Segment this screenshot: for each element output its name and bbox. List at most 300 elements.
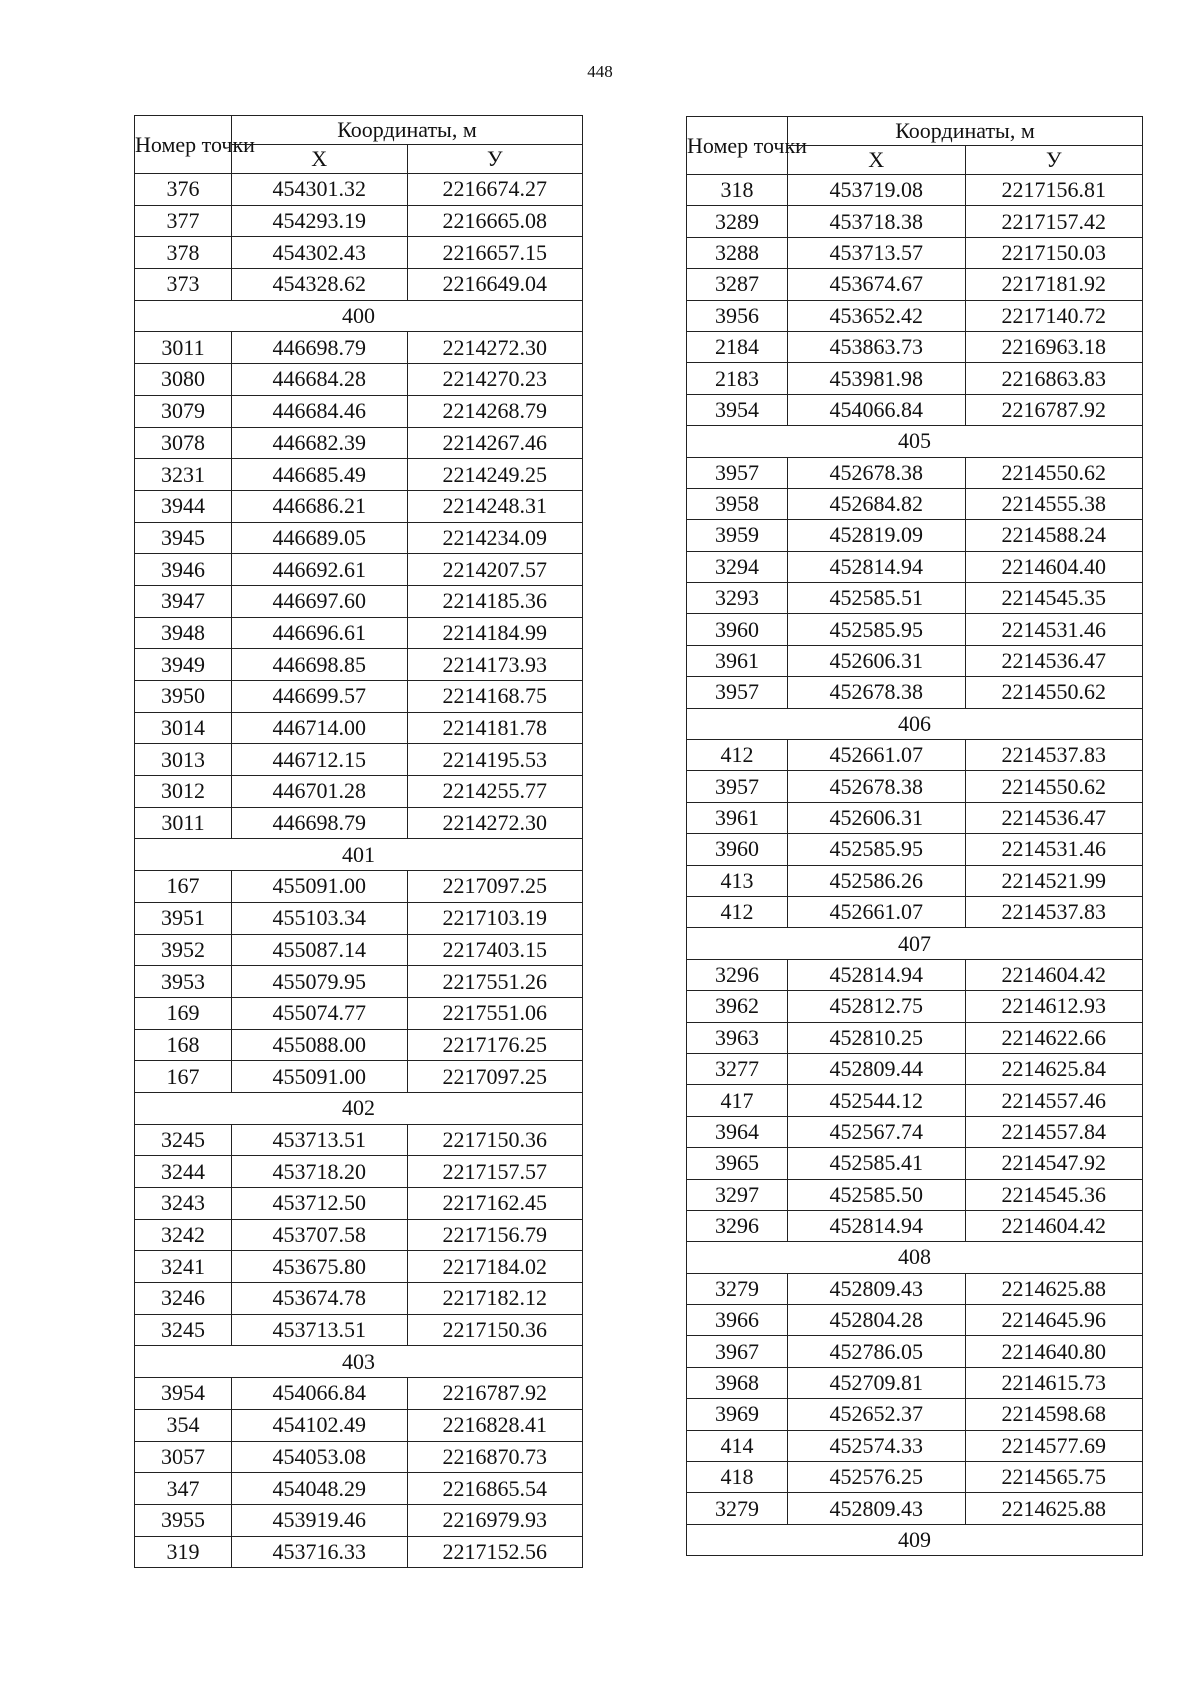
- x-coordinate-cell: 452814.94: [788, 959, 966, 990]
- point-number-cell: 3966: [687, 1305, 788, 1336]
- point-number-cell: 3957: [687, 677, 788, 708]
- point-number-cell: 3013: [135, 744, 232, 776]
- point-number-cell: 3080: [135, 364, 232, 396]
- x-coordinate-cell: 452576.25: [788, 1462, 966, 1493]
- point-number-cell: 3246: [135, 1283, 232, 1315]
- table-row: [135, 807, 583, 839]
- y-coordinate-cell: 2217156.81: [965, 175, 1143, 206]
- point-number-header: Номер точки: [687, 117, 788, 175]
- point-number-cell: 3969: [687, 1399, 788, 1430]
- point-number-cell: 2183: [687, 363, 788, 394]
- x-coordinate-cell: 452809.43: [788, 1493, 966, 1524]
- x-coordinate-cell: 452809.44: [788, 1053, 966, 1084]
- y-coordinate-cell: 2217150.36: [407, 1124, 583, 1156]
- x-coordinate-cell: 452814.94: [788, 1210, 966, 1241]
- point-number-cell: 3279: [687, 1273, 788, 1304]
- point-number-cell: 3289: [687, 206, 788, 237]
- table-row: [135, 681, 583, 713]
- point-number-cell: 3231: [135, 459, 232, 491]
- x-coordinate-cell: 452684.82: [788, 488, 966, 519]
- x-coordinate-cell: 446684.28: [232, 364, 408, 396]
- table-row: [135, 554, 583, 586]
- point-number-cell: 167: [135, 871, 232, 903]
- x-coordinate-cell: 452586.26: [788, 865, 966, 896]
- x-coordinate-cell: 453674.78: [232, 1283, 408, 1315]
- table-row: [135, 585, 583, 617]
- y-coordinate-cell: 2214272.30: [407, 332, 583, 364]
- y-coordinate-cell: 2214612.93: [965, 991, 1143, 1022]
- x-coordinate-cell: 452812.75: [788, 991, 966, 1022]
- table-row: [135, 902, 583, 934]
- x-coordinate-cell: 446686.21: [232, 490, 408, 522]
- y-coordinate-cell: 2217182.12: [407, 1283, 583, 1315]
- y-coordinate-cell: 2214604.42: [965, 1210, 1143, 1241]
- y-coordinate-cell: 2216787.92: [407, 1378, 583, 1410]
- x-coordinate-cell: 454048.29: [232, 1473, 408, 1505]
- table-row: [687, 300, 1143, 331]
- table-row: [135, 1156, 583, 1188]
- point-number-cell: 354: [135, 1409, 232, 1441]
- table-row: [135, 649, 583, 681]
- table-row: [687, 1022, 1143, 1053]
- x-coordinate-cell: 452814.94: [788, 551, 966, 582]
- point-number-cell: 3279: [687, 1493, 788, 1524]
- x-header: Х: [788, 146, 966, 175]
- y-coordinate-cell: 2216963.18: [965, 331, 1143, 362]
- x-coordinate-cell: 452585.41: [788, 1148, 966, 1179]
- table-row: [135, 871, 583, 903]
- y-coordinate-cell: 2214521.99: [965, 865, 1143, 896]
- y-coordinate-cell: 2214622.66: [965, 1022, 1143, 1053]
- x-coordinate-cell: 452544.12: [788, 1085, 966, 1116]
- section-number: 406: [687, 708, 1143, 739]
- table-body: [135, 174, 583, 1568]
- y-coordinate-cell: 2214577.69: [965, 1430, 1143, 1461]
- x-coordinate-cell: 446714.00: [232, 712, 408, 744]
- x-coordinate-cell: 453713.51: [232, 1314, 408, 1346]
- section-header-row: [687, 708, 1143, 739]
- x-coordinate-cell: 453719.08: [788, 175, 966, 206]
- point-number-cell: 347: [135, 1473, 232, 1505]
- point-number-cell: 412: [687, 896, 788, 927]
- point-number-cell: 3242: [135, 1219, 232, 1251]
- point-number-cell: 3953: [135, 966, 232, 998]
- point-number-cell: 3954: [687, 394, 788, 425]
- y-coordinate-cell: 2216649.04: [407, 269, 583, 301]
- x-coordinate-cell: 453718.38: [788, 206, 966, 237]
- y-coordinate-cell: 2217176.25: [407, 1029, 583, 1061]
- y-coordinate-cell: 2214536.47: [965, 645, 1143, 676]
- table-row: [135, 395, 583, 427]
- y-coordinate-cell: 2214598.68: [965, 1399, 1143, 1430]
- point-number-cell: 167: [135, 1061, 232, 1093]
- table-row: [135, 1283, 583, 1315]
- x-coordinate-cell: 454301.32: [232, 174, 408, 206]
- table-row: [687, 206, 1143, 237]
- point-number-cell: 413: [687, 865, 788, 896]
- table-row: [135, 364, 583, 396]
- table-row: [135, 776, 583, 808]
- point-number-cell: 3960: [687, 834, 788, 865]
- y-coordinate-cell: 2214249.25: [407, 459, 583, 491]
- x-coordinate-cell: 452786.05: [788, 1336, 966, 1367]
- coordinates-table-right: [686, 116, 1143, 1556]
- y-coordinate-cell: 2214550.62: [965, 771, 1143, 802]
- point-number-cell: 414: [687, 1430, 788, 1461]
- x-coordinate-cell: 455103.34: [232, 902, 408, 934]
- y-coordinate-cell: 2214185.36: [407, 585, 583, 617]
- y-coordinate-cell: 2214270.23: [407, 364, 583, 396]
- section-header-row: [135, 300, 583, 332]
- x-coordinate-cell: 453674.67: [788, 269, 966, 300]
- table-row: [135, 205, 583, 237]
- table-row: [135, 1409, 583, 1441]
- point-number-cell: 3012: [135, 776, 232, 808]
- x-coordinate-cell: 452819.09: [788, 520, 966, 551]
- point-number-cell: 3011: [135, 332, 232, 364]
- point-number-cell: 319: [135, 1536, 232, 1568]
- page-number: 448: [587, 62, 613, 81]
- point-number-cell: 3244: [135, 1156, 232, 1188]
- y-coordinate-cell: 2214565.75: [965, 1462, 1143, 1493]
- x-coordinate-cell: 453718.20: [232, 1156, 408, 1188]
- table-row: [687, 1179, 1143, 1210]
- y-coordinate-cell: 2214272.30: [407, 807, 583, 839]
- x-header: Х: [232, 145, 408, 174]
- point-number-cell: 3950: [135, 681, 232, 713]
- point-number-cell: 3964: [687, 1116, 788, 1147]
- table-row: [135, 269, 583, 301]
- table-row: [687, 740, 1143, 771]
- x-coordinate-cell: 454066.84: [232, 1378, 408, 1410]
- y-coordinate-cell: 2214550.62: [965, 457, 1143, 488]
- x-coordinate-cell: 446699.57: [232, 681, 408, 713]
- table-row: [135, 1536, 583, 1568]
- y-coordinate-cell: 2217403.15: [407, 934, 583, 966]
- table-row: [687, 363, 1143, 394]
- point-number-cell: 3243: [135, 1188, 232, 1220]
- x-coordinate-cell: 453863.73: [788, 331, 966, 362]
- x-coordinate-cell: 452585.95: [788, 834, 966, 865]
- point-number-cell: 373: [135, 269, 232, 301]
- point-number-cell: 3965: [687, 1148, 788, 1179]
- section-number: 400: [135, 300, 583, 332]
- table-row: [135, 459, 583, 491]
- y-coordinate-cell: 2214625.84: [965, 1053, 1143, 1084]
- table-row: [135, 1314, 583, 1346]
- y-coordinate-cell: 2214531.46: [965, 614, 1143, 645]
- table-row: [135, 174, 583, 206]
- x-coordinate-cell: 452585.95: [788, 614, 966, 645]
- point-number-cell: 3960: [687, 614, 788, 645]
- point-number-cell: 3294: [687, 551, 788, 582]
- section-header-row: [687, 426, 1143, 457]
- table-row: [687, 645, 1143, 676]
- section-header-row: [135, 1092, 583, 1124]
- table-row: [135, 712, 583, 744]
- y-coordinate-cell: 2217150.36: [407, 1314, 583, 1346]
- x-coordinate-cell: 452606.31: [788, 645, 966, 676]
- coordinates-header: Координаты, м: [232, 116, 583, 145]
- y-coordinate-cell: 2214547.92: [965, 1148, 1143, 1179]
- section-number: 401: [135, 839, 583, 871]
- table-row: [687, 175, 1143, 206]
- table-row: [135, 1188, 583, 1220]
- x-coordinate-cell: 453652.42: [788, 300, 966, 331]
- y-coordinate-cell: 2217181.92: [965, 269, 1143, 300]
- y-coordinate-cell: 2214184.99: [407, 617, 583, 649]
- table-row: [687, 771, 1143, 802]
- point-number-cell: 3958: [687, 488, 788, 519]
- y-coordinate-cell: 2216863.83: [965, 363, 1143, 394]
- x-coordinate-cell: 452661.07: [788, 740, 966, 771]
- x-coordinate-cell: 455091.00: [232, 871, 408, 903]
- y-coordinate-cell: 2216828.41: [407, 1409, 583, 1441]
- x-coordinate-cell: 453707.58: [232, 1219, 408, 1251]
- point-number-cell: 3959: [687, 520, 788, 551]
- point-number-cell: 3967: [687, 1336, 788, 1367]
- y-header: У: [965, 146, 1143, 175]
- x-coordinate-cell: 455091.00: [232, 1061, 408, 1093]
- table-row: [687, 520, 1143, 551]
- section-header-row: [687, 928, 1143, 959]
- y-header: У: [407, 145, 583, 174]
- y-coordinate-cell: 2214604.40: [965, 551, 1143, 582]
- x-coordinate-cell: 453713.57: [788, 237, 966, 268]
- y-coordinate-cell: 2214248.31: [407, 490, 583, 522]
- y-coordinate-cell: 2217097.25: [407, 1061, 583, 1093]
- y-coordinate-cell: 2217097.25: [407, 871, 583, 903]
- y-coordinate-cell: 2217184.02: [407, 1251, 583, 1283]
- table-row: [687, 457, 1143, 488]
- x-coordinate-cell: 453712.50: [232, 1188, 408, 1220]
- table-row: [135, 1219, 583, 1251]
- y-coordinate-cell: 2217150.03: [965, 237, 1143, 268]
- y-coordinate-cell: 2217157.42: [965, 206, 1143, 237]
- point-number-cell: 377: [135, 205, 232, 237]
- x-coordinate-cell: 452661.07: [788, 896, 966, 927]
- x-coordinate-cell: 452606.31: [788, 802, 966, 833]
- table-row: [135, 332, 583, 364]
- point-number-cell: 3245: [135, 1124, 232, 1156]
- y-coordinate-cell: 2217162.45: [407, 1188, 583, 1220]
- table-row: [135, 1251, 583, 1283]
- table-row: [687, 677, 1143, 708]
- x-coordinate-cell: 452709.81: [788, 1367, 966, 1398]
- y-coordinate-cell: 2216674.27: [407, 174, 583, 206]
- x-coordinate-cell: 454053.08: [232, 1441, 408, 1473]
- y-coordinate-cell: 2214550.62: [965, 677, 1143, 708]
- point-number-cell: 3952: [135, 934, 232, 966]
- table-row: [135, 1504, 583, 1536]
- y-coordinate-cell: 2216657.15: [407, 237, 583, 269]
- y-coordinate-cell: 2214588.24: [965, 520, 1143, 551]
- y-coordinate-cell: 2214625.88: [965, 1273, 1143, 1304]
- section-header-row: [135, 839, 583, 871]
- table-row: [687, 865, 1143, 896]
- x-coordinate-cell: 453675.80: [232, 1251, 408, 1283]
- y-coordinate-cell: 2214173.93: [407, 649, 583, 681]
- y-coordinate-cell: 2214268.79: [407, 395, 583, 427]
- point-number-cell: 3956: [687, 300, 788, 331]
- table-row: [687, 394, 1143, 425]
- table-row: [135, 744, 583, 776]
- y-coordinate-cell: 2214604.42: [965, 959, 1143, 990]
- point-number-cell: 3245: [135, 1314, 232, 1346]
- y-coordinate-cell: 2214537.83: [965, 896, 1143, 927]
- section-header-row: [687, 1242, 1143, 1273]
- y-coordinate-cell: 2214545.36: [965, 1179, 1143, 1210]
- y-coordinate-cell: 2214537.83: [965, 740, 1143, 771]
- y-coordinate-cell: 2217140.72: [965, 300, 1143, 331]
- point-number-cell: 3957: [687, 771, 788, 802]
- x-coordinate-cell: 446692.61: [232, 554, 408, 586]
- y-coordinate-cell: 2214234.09: [407, 522, 583, 554]
- point-number-cell: 3288: [687, 237, 788, 268]
- y-coordinate-cell: 2214615.73: [965, 1367, 1143, 1398]
- y-coordinate-cell: 2217157.57: [407, 1156, 583, 1188]
- coordinates-table-left: [134, 115, 583, 1568]
- table-row: [687, 1148, 1143, 1179]
- point-number-cell: 168: [135, 1029, 232, 1061]
- point-number-cell: 3014: [135, 712, 232, 744]
- x-coordinate-cell: 446684.46: [232, 395, 408, 427]
- table-row: [135, 427, 583, 459]
- point-number-cell: 169: [135, 997, 232, 1029]
- x-coordinate-cell: 452678.38: [788, 771, 966, 802]
- y-coordinate-cell: 2214168.75: [407, 681, 583, 713]
- x-coordinate-cell: 452585.51: [788, 583, 966, 614]
- table-row: [687, 331, 1143, 362]
- x-coordinate-cell: 446696.61: [232, 617, 408, 649]
- table-row: [135, 1441, 583, 1473]
- point-number-cell: 3946: [135, 554, 232, 586]
- table-body: [687, 175, 1143, 1556]
- y-coordinate-cell: 2214557.84: [965, 1116, 1143, 1147]
- y-coordinate-cell: 2214557.46: [965, 1085, 1143, 1116]
- x-coordinate-cell: 446698.85: [232, 649, 408, 681]
- x-coordinate-cell: 446698.79: [232, 332, 408, 364]
- table-row: [687, 991, 1143, 1022]
- table-row: [135, 1378, 583, 1410]
- table-row: [687, 1399, 1143, 1430]
- section-number: 407: [687, 928, 1143, 959]
- point-number-cell: 376: [135, 174, 232, 206]
- x-coordinate-cell: 446697.60: [232, 585, 408, 617]
- point-number-cell: 3945: [135, 522, 232, 554]
- table-row: [687, 488, 1143, 519]
- coordinates-header: Координаты, м: [788, 117, 1143, 146]
- point-number-cell: 3293: [687, 583, 788, 614]
- point-number-cell: 3287: [687, 269, 788, 300]
- point-number-cell: 3951: [135, 902, 232, 934]
- x-coordinate-cell: 453716.33: [232, 1536, 408, 1568]
- point-number-cell: 3944: [135, 490, 232, 522]
- x-coordinate-cell: 446689.05: [232, 522, 408, 554]
- point-number-cell: 3296: [687, 959, 788, 990]
- table-row: [687, 1430, 1143, 1461]
- y-coordinate-cell: 2214555.38: [965, 488, 1143, 519]
- point-number-cell: 417: [687, 1085, 788, 1116]
- table-row: [687, 583, 1143, 614]
- table-row: [687, 1085, 1143, 1116]
- table-row: [135, 1124, 583, 1156]
- point-number-cell: 3954: [135, 1378, 232, 1410]
- point-number-cell: 418: [687, 1462, 788, 1493]
- point-number-cell: 378: [135, 237, 232, 269]
- table-row: [687, 1116, 1143, 1147]
- point-number-cell: 3241: [135, 1251, 232, 1283]
- y-coordinate-cell: 2214645.96: [965, 1305, 1143, 1336]
- y-coordinate-cell: 2214625.88: [965, 1493, 1143, 1524]
- y-coordinate-cell: 2217551.26: [407, 966, 583, 998]
- table-row: [135, 237, 583, 269]
- point-number-cell: 3961: [687, 645, 788, 676]
- point-number-cell: 412: [687, 740, 788, 771]
- point-number-cell: 3949: [135, 649, 232, 681]
- point-number-cell: 3296: [687, 1210, 788, 1241]
- x-coordinate-cell: 446682.39: [232, 427, 408, 459]
- point-number-cell: 2184: [687, 331, 788, 362]
- section-header-row: [687, 1524, 1143, 1555]
- table-row: [687, 237, 1143, 268]
- point-number-cell: 318: [687, 175, 788, 206]
- y-coordinate-cell: 2214181.78: [407, 712, 583, 744]
- point-number-cell: 3961: [687, 802, 788, 833]
- y-coordinate-cell: 2214536.47: [965, 802, 1143, 833]
- point-number-cell: 3957: [687, 457, 788, 488]
- table-row: [135, 934, 583, 966]
- point-number-cell: 3968: [687, 1367, 788, 1398]
- x-coordinate-cell: 453981.98: [788, 363, 966, 394]
- y-coordinate-cell: 2217103.19: [407, 902, 583, 934]
- section-header-row: [135, 1346, 583, 1378]
- table-row: [687, 959, 1143, 990]
- table-row: [687, 1210, 1143, 1241]
- x-coordinate-cell: 453919.46: [232, 1504, 408, 1536]
- point-number-cell: 3057: [135, 1441, 232, 1473]
- table-row: [687, 1367, 1143, 1398]
- x-coordinate-cell: 452652.37: [788, 1399, 966, 1430]
- x-coordinate-cell: 452678.38: [788, 457, 966, 488]
- x-coordinate-cell: 454328.62: [232, 269, 408, 301]
- x-coordinate-cell: 452574.33: [788, 1430, 966, 1461]
- table-row: [135, 966, 583, 998]
- x-coordinate-cell: 455079.95: [232, 966, 408, 998]
- x-coordinate-cell: 446685.49: [232, 459, 408, 491]
- x-coordinate-cell: 455074.77: [232, 997, 408, 1029]
- x-coordinate-cell: 452567.74: [788, 1116, 966, 1147]
- table-row: [687, 896, 1143, 927]
- y-coordinate-cell: 2214255.77: [407, 776, 583, 808]
- table-row: [135, 1061, 583, 1093]
- table-row: [687, 834, 1143, 865]
- x-coordinate-cell: 446701.28: [232, 776, 408, 808]
- section-number: 409: [687, 1524, 1143, 1555]
- y-coordinate-cell: 2216665.08: [407, 205, 583, 237]
- point-number-cell: 3078: [135, 427, 232, 459]
- section-number: 403: [135, 1346, 583, 1378]
- x-coordinate-cell: 454293.19: [232, 205, 408, 237]
- table-row: [687, 551, 1143, 582]
- table-row: [687, 1462, 1143, 1493]
- x-coordinate-cell: 452804.28: [788, 1305, 966, 1336]
- x-coordinate-cell: 446712.15: [232, 744, 408, 776]
- table-row: [135, 997, 583, 1029]
- y-coordinate-cell: 2214545.35: [965, 583, 1143, 614]
- y-coordinate-cell: 2214267.46: [407, 427, 583, 459]
- y-coordinate-cell: 2217551.06: [407, 997, 583, 1029]
